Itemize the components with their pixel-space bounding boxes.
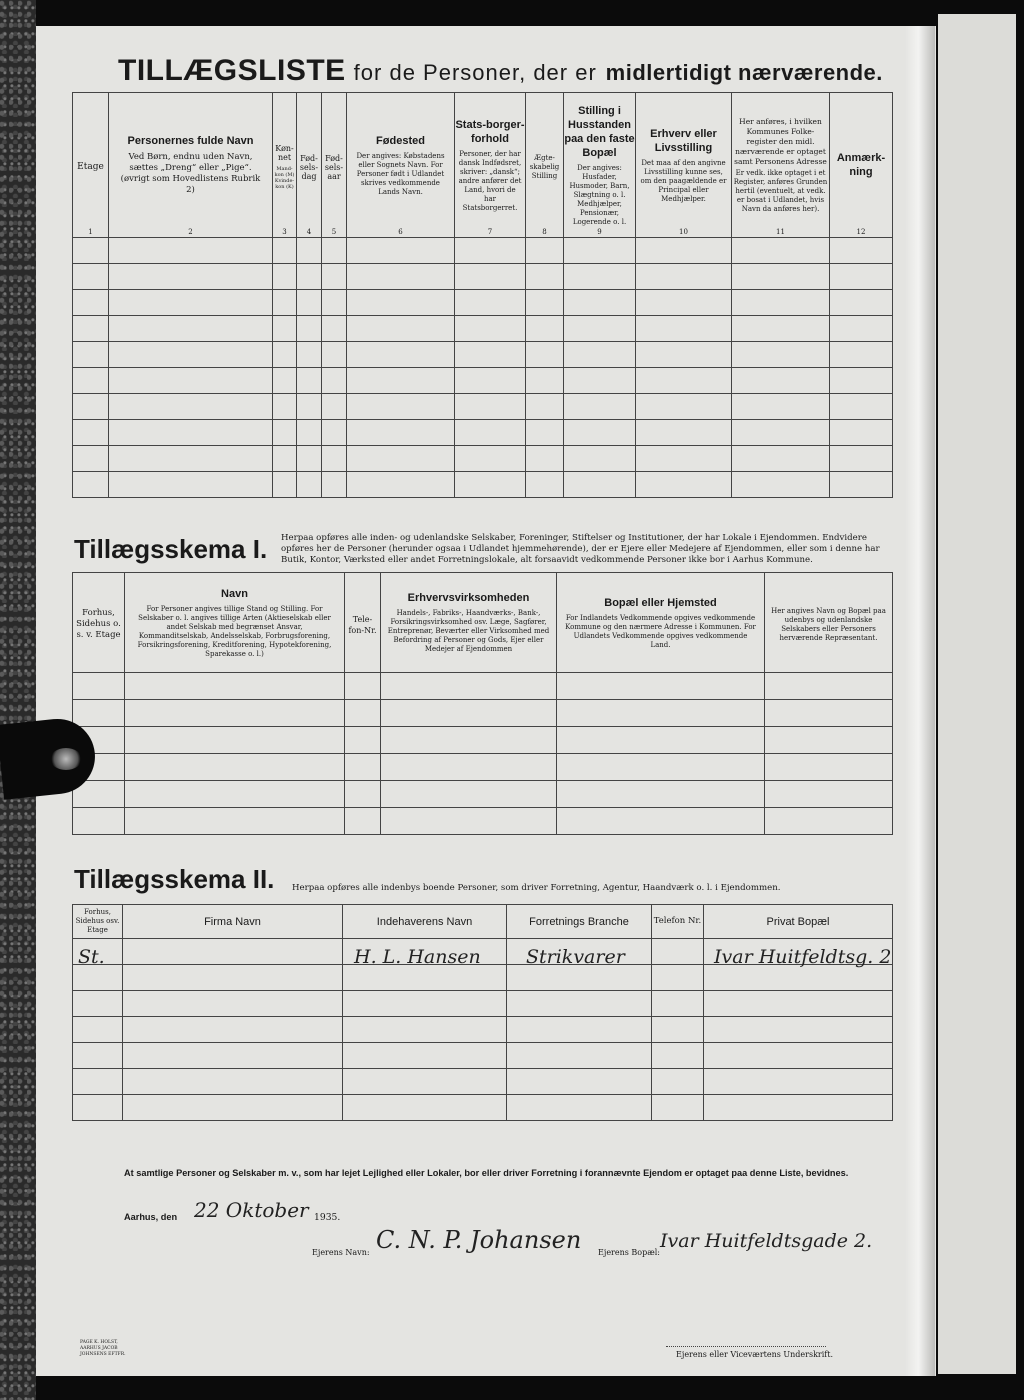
table-cell[interactable] [704,965,893,991]
table-row [73,446,893,472]
col-aegteskabelig: Ægte-skabelig Stilling 8 [526,93,564,238]
table-cell[interactable] [322,316,347,342]
table-cell[interactable] [507,965,652,991]
table-cell[interactable] [564,238,636,264]
hw-owner-addr: Ivar Huitfeldtsgade 2. [660,1230,873,1252]
table-cell[interactable] [109,238,273,264]
col-anmaerkning: Anmærk-ning 12 [830,93,893,238]
table-cell[interactable] [347,238,455,264]
table-cell[interactable] [123,1095,343,1121]
table-cell[interactable] [297,316,322,342]
table-cell[interactable] [73,991,123,1017]
table-row [73,1017,893,1043]
table-cell[interactable] [345,673,381,700]
table-cell[interactable] [73,472,109,498]
table-cell[interactable] [830,290,893,316]
table-cell[interactable] [109,342,273,368]
s2-col-telefon: Telefon Nr. [652,905,704,939]
skema1-table [72,572,893,835]
table-cell[interactable] [109,394,273,420]
table-cell[interactable] [322,368,347,394]
place-label: Aarhus, den [124,1212,178,1222]
table-row [73,991,893,1017]
table-cell[interactable] [564,342,636,368]
table-cell[interactable] [830,472,893,498]
table-cell[interactable] [636,446,732,472]
table-cell[interactable] [125,754,345,781]
tillaegsliste-table [72,92,893,498]
table-row [73,754,893,781]
table-cell[interactable] [704,1095,893,1121]
table-cell[interactable] [636,472,732,498]
table-cell[interactable] [123,965,343,991]
col-erhverv: Erhverv eller Livsstilling Det maa af den angivne Livsstilling kunne ses, om den paagældende er Principal eller Medhjælper. 10 [636,93,732,238]
table-row [73,342,893,368]
table-cell[interactable] [636,290,732,316]
table-cell[interactable] [345,700,381,727]
col-stilling-husstand: Stilling i Husstanden paa den faste Bopæl Der angives: Husfader, Husmoder, Barn, Slægtning o. l. Medhjælper, Pensionær, Logerende o. l. 9 [564,93,636,238]
col-etage: Etage 1 [73,93,109,238]
table-cell[interactable] [381,808,557,835]
table-row [73,673,893,700]
s1-col-erhverv: Erhvervsvirksomheden Handels-, Fabriks-, Haandværks-, Bank-, Forsikringsvirksomhed osv. Læge, Sagfører, Entreprenør, Beværter eller Virksomhed med Befordring af Personer og Gods, Ejer eller Medejer af Ejendommen [381,573,557,673]
table-cell[interactable] [125,673,345,700]
table-cell[interactable] [109,264,273,290]
table-cell[interactable] [125,727,345,754]
table-cell[interactable] [557,673,765,700]
table-cell[interactable] [652,939,704,965]
table-cell[interactable] [297,394,322,420]
table-cell[interactable] [297,290,322,316]
s2-col-etage: Forhus, Sidehus osv. Etage [73,905,123,939]
table-row [73,1069,893,1095]
table-cell[interactable] [765,781,893,808]
table-cell[interactable] [322,290,347,316]
table-cell[interactable] [347,264,455,290]
table-cell[interactable] [73,700,125,727]
table-cell[interactable] [652,1069,704,1095]
table-cell[interactable] [73,420,109,446]
table-cell[interactable] [765,673,893,700]
table-cell[interactable] [652,965,704,991]
table-row [73,472,893,498]
col-fulde-navn: Personernes fulde Navn Ved Børn, endnu uden Navn, sættes „Dreng“ eller „Pige“. (øvrigt som Hovedlistens Rubrik 2) 2 [109,93,273,238]
table-cell[interactable] [526,290,564,316]
table-cell[interactable] [73,264,109,290]
table-cell[interactable] [636,264,732,290]
table-cell[interactable] [123,1069,343,1095]
table-cell[interactable] [652,991,704,1017]
table-cell[interactable] [297,472,322,498]
table-cell[interactable] [636,368,732,394]
table-cell[interactable] [455,472,526,498]
table-cell[interactable] [345,808,381,835]
table-cell[interactable] [652,1095,704,1121]
table-row [73,316,893,342]
skema2-table [72,904,893,1121]
table-row [73,238,893,264]
document-page [36,26,936,1376]
skema2-title: Tillægsskema II. [74,864,275,894]
table-cell[interactable] [526,342,564,368]
skema1-title: Tillægsskema I. [74,534,268,564]
owner-addr-label: Ejerens Bopæl: [598,1248,661,1257]
table-cell[interactable] [125,808,345,835]
skema2-note: Herpaa opføres alle indenbys boende Personer, som driver Forretning, Agentur, Haandværk o. l. i Ejendommen. [292,883,781,893]
table-cell[interactable] [109,472,273,498]
table-cell[interactable] [526,264,564,290]
table-cell[interactable] [347,394,455,420]
owner-name-label: Ejerens Navn: [312,1248,370,1257]
table-cell[interactable] [343,1069,507,1095]
table-cell[interactable] [322,446,347,472]
table-row [73,965,893,991]
table-cell[interactable] [123,1017,343,1043]
table-cell[interactable] [507,1043,652,1069]
title-bold: midlertidigt nærværende. [605,60,883,85]
table-cell[interactable] [557,781,765,808]
table-cell[interactable] [273,342,297,368]
table-cell[interactable] [322,238,347,264]
s2-col-branche: Forretnings Branche [507,905,652,939]
table-cell[interactable] [347,290,455,316]
table-row [73,1043,893,1069]
table-cell[interactable] [273,446,297,472]
col-statsborgerforhold: Stats-borger-forhold Personer, der har dansk Indfødsret, skriver: „dansk“; andre anfører det Land, hvori de har Statsborgerret. 7 [455,93,526,238]
table-cell[interactable] [765,727,893,754]
table-cell[interactable] [73,342,109,368]
table-cell[interactable] [564,264,636,290]
table-row [73,727,893,754]
table-row [73,781,893,808]
table-cell[interactable] [297,342,322,368]
table-cell[interactable] [455,264,526,290]
table-cell[interactable] [273,394,297,420]
table-cell[interactable] [455,394,526,420]
table-cell[interactable] [345,781,381,808]
table-cell[interactable] [732,394,830,420]
table-cell[interactable] [704,1017,893,1043]
table-cell[interactable] [526,446,564,472]
table-cell[interactable] [455,316,526,342]
table-cell[interactable] [123,939,343,965]
table-cell[interactable] [273,316,297,342]
table-cell[interactable] [652,1043,704,1069]
table-cell[interactable] [564,368,636,394]
table-cell[interactable] [73,1069,123,1095]
table-cell[interactable] [830,420,893,446]
s2-col-privat-bopael: Privat Bopæl [704,905,893,939]
table-cell[interactable] [507,1095,652,1121]
s1-col-telefon: Tele-fon-Nr. [345,573,381,673]
table-cell[interactable] [322,394,347,420]
table-cell[interactable] [564,446,636,472]
table-cell[interactable] [830,342,893,368]
table-cell[interactable] [273,368,297,394]
table-cell[interactable] [347,420,455,446]
table-cell[interactable] [636,316,732,342]
table-cell[interactable] [732,238,830,264]
s2-col-indehaver: Indehaverens Navn [343,905,507,939]
table-row [73,368,893,394]
table-cell[interactable] [732,290,830,316]
table-cell[interactable] [507,1069,652,1095]
table-cell[interactable] [322,342,347,368]
table-cell[interactable] [830,316,893,342]
table-row [73,290,893,316]
s1-col-repraesentant: Her angives Navn og Bopæl paa udenbys og udenlandske Selskabers eller Personers herværende Repræsentant. [765,573,893,673]
table-cell[interactable] [557,754,765,781]
table-cell[interactable] [345,727,381,754]
hw-owner-name: C. N. P. Johansen [376,1226,582,1254]
table-cell[interactable] [381,700,557,727]
table-cell[interactable] [297,446,322,472]
table-cell[interactable] [109,316,273,342]
table-cell[interactable] [830,446,893,472]
page-title [118,54,883,88]
table-cell[interactable] [455,342,526,368]
table-cell[interactable] [507,991,652,1017]
col-foedselsdag: Fød-sels-dag 4 [297,93,322,238]
table-cell[interactable] [73,673,125,700]
table-cell[interactable] [732,368,830,394]
hw-branche: Strikvarer [526,946,625,968]
table-row [73,264,893,290]
table-cell[interactable] [345,754,381,781]
table-cell[interactable] [322,420,347,446]
table-cell[interactable] [704,991,893,1017]
table-cell[interactable] [526,368,564,394]
skema1-rows [73,673,893,835]
table-cell[interactable] [73,316,109,342]
s1-col-bopael: Bopæl eller Hjemsted For Indlandets Vedkommende opgives vedkommende Kommune og den nærmere Adresse i Kommunen. For Udlandets Vedkommende opgives vedkommende Land. [557,573,765,673]
table-cell[interactable] [455,446,526,472]
signature-line [666,1346,826,1347]
hw-indehaver: H. L. Hansen [354,946,481,968]
table-cell[interactable] [564,420,636,446]
signature-label: Ejerens eller Viceværtens Underskrift. [676,1350,834,1359]
table-cell[interactable] [123,991,343,1017]
table-cell[interactable] [455,420,526,446]
table-cell[interactable] [732,446,830,472]
table-row [73,1095,893,1121]
table-cell[interactable] [73,394,109,420]
table-cell[interactable] [455,368,526,394]
col-folkeregister: Her anføres, i hvilken Kommunes Folke-register den midl. nærværende er optaget samt Personens Adresse Er vedk. ikke optaget i et Register, anføres Grunden hertil (eventuelt, at vedk. er bosat i Udlandet, hvis Navn da anføres her). 11 [732,93,830,238]
title-main: TILLÆGSLISTE [118,54,346,87]
table-cell[interactable] [564,290,636,316]
table-cell[interactable] [125,781,345,808]
table-cell[interactable] [125,700,345,727]
table-cell[interactable] [297,238,322,264]
table-cell[interactable] [73,290,109,316]
attestation-text: At samtlige Personer og Selskaber m. v., som har lejet Lejlighed eller Lokaler, bor eller driver Forretning i forannævnte Ejendom er optaget paa denne Liste, bevidnes. [124,1168,849,1178]
table-row [73,394,893,420]
table-cell[interactable] [73,1095,123,1121]
table-cell[interactable] [732,472,830,498]
tillaegsliste-rows [73,238,893,498]
table-cell[interactable] [322,472,347,498]
table-cell[interactable] [347,446,455,472]
table-cell[interactable] [109,368,273,394]
table-cell[interactable] [343,965,507,991]
table-cell[interactable] [830,368,893,394]
table-cell[interactable] [73,965,123,991]
table-cell[interactable] [455,290,526,316]
table-cell[interactable] [381,781,557,808]
table-cell[interactable] [381,754,557,781]
table-cell[interactable] [732,316,830,342]
table-cell[interactable] [73,446,109,472]
table-cell[interactable] [73,238,109,264]
col-koennet: Køn-net Mand-kon (M) Kvinde-kon (K) 3 [273,93,297,238]
page-fold [905,26,935,1376]
table-cell[interactable] [343,1095,507,1121]
table-cell[interactable] [73,368,109,394]
table-cell[interactable] [347,316,455,342]
hw-etage: St. [78,946,105,968]
table-cell[interactable] [109,420,273,446]
table-cell[interactable] [765,700,893,727]
table-cell[interactable] [526,238,564,264]
table-cell[interactable] [526,316,564,342]
table-cell[interactable] [109,290,273,316]
table-cell[interactable] [636,420,732,446]
table-cell[interactable] [347,368,455,394]
table-cell[interactable] [526,472,564,498]
table-cell[interactable] [73,808,125,835]
table-cell[interactable] [564,394,636,420]
table-cell[interactable] [765,808,893,835]
col-foedselsaar: Fød-sels-aar 5 [322,93,347,238]
table-cell[interactable] [123,1043,343,1069]
table-cell[interactable] [732,264,830,290]
table-cell[interactable] [381,673,557,700]
table-cell[interactable] [636,342,732,368]
col-foedested: Fødested Der angives: Købstadens eller Sognets Navn. For Personer født i Udlandet skrives vedkommende Lands Navn. 6 [347,93,455,238]
table-cell[interactable] [73,1043,123,1069]
table-cell[interactable] [273,472,297,498]
table-cell[interactable] [564,472,636,498]
table-cell[interactable] [830,394,893,420]
table-cell[interactable] [636,394,732,420]
binder-edge [0,0,36,1400]
table-cell[interactable] [732,420,830,446]
table-cell[interactable] [455,238,526,264]
table-cell[interactable] [273,238,297,264]
table-cell[interactable] [557,700,765,727]
table-cell[interactable] [297,420,322,446]
binder-clip-highlight [50,748,82,770]
title-rest: for de Personer, der er [353,60,597,85]
table-cell[interactable] [652,1017,704,1043]
table-cell[interactable] [704,1043,893,1069]
table-cell[interactable] [765,754,893,781]
table-cell[interactable] [273,290,297,316]
table-cell[interactable] [557,727,765,754]
table-cell[interactable] [526,394,564,420]
table-cell[interactable] [347,342,455,368]
table-cell[interactable] [507,1017,652,1043]
hw-date: 22 Oktober [194,1198,309,1222]
table-cell[interactable] [297,368,322,394]
table-row [73,808,893,835]
table-cell[interactable] [526,420,564,446]
year-label: 1935. [314,1212,341,1223]
table-cell[interactable] [564,316,636,342]
table-cell[interactable] [73,1017,123,1043]
hw-privat-bopael: Ivar Huitfeldtsg. 2 [714,946,892,968]
s1-col-navn: Navn For Personer angives tillige Stand og Stilling. For Selskaber o. l. angives tillige Arten (Aktieselskab eller andet Selskab med begrænset Ansvar, Kommanditselskab, Andelsselskab, Forbrugsforening, Forsikringsforening, Kreditforening, Hypotekforening, Sparekasse o. l.) [125,573,345,673]
table-row [73,420,893,446]
table-cell[interactable] [830,238,893,264]
next-page-edge [938,14,1016,1374]
table-cell[interactable] [557,808,765,835]
table-cell[interactable] [636,238,732,264]
table-cell[interactable] [109,446,273,472]
table-row [73,700,893,727]
table-cell[interactable] [704,1069,893,1095]
table-cell[interactable] [343,1043,507,1069]
table-cell[interactable] [273,264,297,290]
table-cell[interactable] [343,1017,507,1043]
s2-col-firma: Firma Navn [123,905,343,939]
table-cell[interactable] [343,991,507,1017]
table-cell[interactable] [830,264,893,290]
table-cell[interactable] [273,420,297,446]
table-cell[interactable] [297,264,322,290]
s1-col-etage: Forhus, Sidehus o. s. v. Etage [73,573,125,673]
printer-mark: PAGE K. HOLST, AARHUS JACOB JOHNSENS EFTFR. [80,1340,126,1357]
table-cell[interactable] [732,342,830,368]
skema1-note: Herpaa opføres alle inden- og udenlandske Selskaber, Foreninger, Stiftelser og Institutioner, der har Lokale i Ejendommen. Endvidere opføres her de Personer (herunder ogsaa i Udlandet hjemmehørende), der er Ejere eller Medejere af Ejendommen, eller som i denne har Butik, Kontor, Værksted eller andet Forretningslokale, alt forsaavidt vedkommende Personer ikke bor i Aarhus Kommune. [281,533,880,565]
table-cell[interactable] [347,472,455,498]
table-cell[interactable] [322,264,347,290]
table-cell[interactable] [381,727,557,754]
